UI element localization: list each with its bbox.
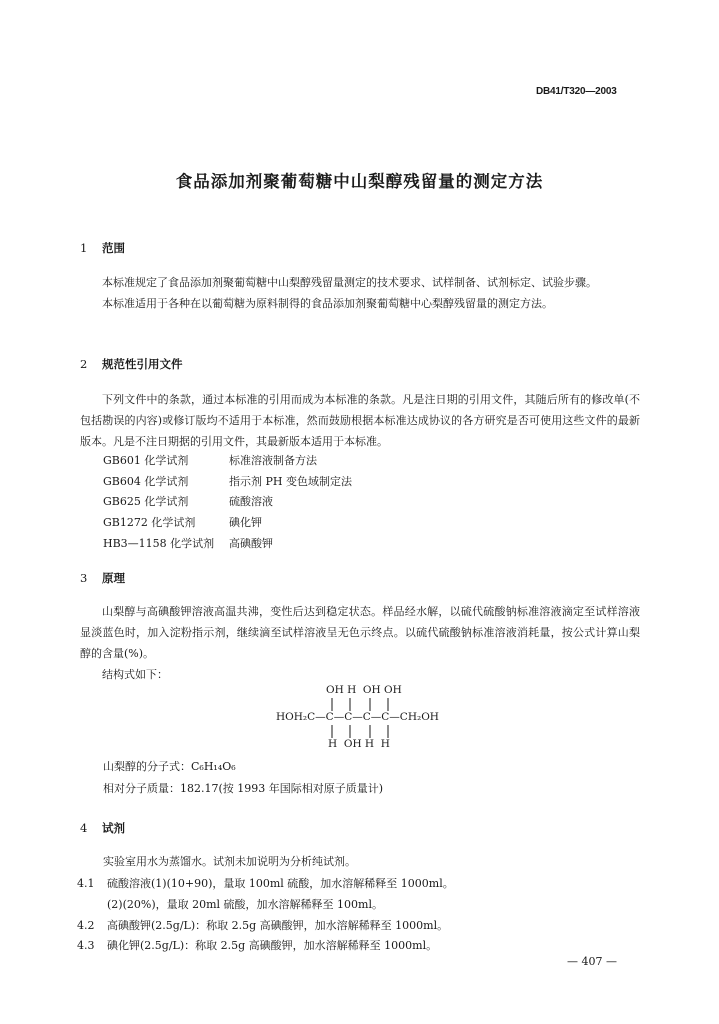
reference-row xyxy=(103,513,352,534)
reference-name: 标准溶液制备方法 xyxy=(229,454,317,467)
section-1-heading xyxy=(80,240,125,256)
page-number: — 407 — xyxy=(567,955,617,968)
item-text: (2)(20%)，量取 20ml 硫酸，加水溶解稀释至 100ml。 xyxy=(107,897,383,911)
reference-row xyxy=(103,472,352,493)
sorbitol-structural-formula xyxy=(270,684,470,754)
section-number: 3 xyxy=(80,571,88,585)
molecular-mass: 相对分子质量：182.17(按 1993 年国际相对原子质量计) xyxy=(103,782,384,795)
reference-name: 碘化钾 xyxy=(229,516,262,530)
reagent-item xyxy=(77,895,647,916)
section-title: 范围 xyxy=(102,241,125,255)
paragraph: 下列文件中的条款，通过本标准的引用而成为本标准的条款。凡是注日期的引用文件，其随后所有的修改单(不包括勘误的内容)或修订版均不适用于本标准，然而鼓励根据本标准达成协议的各方研究是否可使用这些文件的最新版本。凡是不注日期据的引用文件，其最新版本适用于本标准。 xyxy=(80,393,640,448)
reagents-intro: 实验室用水为蒸馏水。试剂未加说明为分析纯试剂。 xyxy=(103,855,356,868)
reagent-item xyxy=(77,916,647,937)
standard-number: DB41/T320—2003 xyxy=(536,86,617,97)
item-text: 碘化钾(2.5g/L)：称取 2.5g 高碘酸钾，加水溶解稀释至 1000ml。 xyxy=(107,939,438,953)
section-3-heading xyxy=(80,570,125,586)
reference-code: HB3—1158 化学试剂 xyxy=(103,536,215,550)
reagent-item xyxy=(77,874,647,895)
reference-row xyxy=(103,534,352,555)
section-2-body xyxy=(80,389,640,452)
structure-intro: 结构式如下： xyxy=(102,668,168,681)
reference-row xyxy=(103,451,352,472)
section-number: 4 xyxy=(80,821,88,835)
reference-name: 高碘酸钾 xyxy=(229,536,273,550)
item-text: 高碘酸钾(2.5g/L)：称取 2.5g 高碘酸钾，加水溶解稀释至 1000ml。 xyxy=(107,918,449,932)
section-title: 原理 xyxy=(102,571,125,585)
reagents-list xyxy=(77,874,647,957)
normative-references-list xyxy=(103,451,352,555)
section-3-body xyxy=(80,601,640,685)
reference-name: 指示剂 PH 变色域制定法 xyxy=(229,474,352,488)
section-1-body xyxy=(80,272,640,314)
reference-code: GB625 化学试剂 xyxy=(103,495,189,509)
item-number: 4.3 xyxy=(77,939,95,953)
section-number: 1 xyxy=(80,241,88,255)
reference-code: GB604 化学试剂 xyxy=(103,474,189,488)
item-number: 4.1 xyxy=(77,877,95,890)
document-title: 食品添加剂聚葡萄糖中山梨醇残留量的测定方法 xyxy=(175,172,544,191)
section-number: 2 xyxy=(80,357,88,371)
item-number: 4.2 xyxy=(77,918,95,932)
reference-code: GB601 化学试剂 xyxy=(103,454,189,467)
reagent-item xyxy=(77,936,647,957)
reference-row xyxy=(103,492,352,513)
reference-code: GB1272 化学试剂 xyxy=(103,516,196,530)
molecular-formula: 山梨醇的分子式：C₆H₁₄O₆ xyxy=(103,760,236,773)
item-text: 硫酸溶液(1)(10+90)，量取 100ml 硫酸，加水溶解稀释至 1000ml。 xyxy=(107,877,454,890)
section-2-heading xyxy=(80,356,183,372)
reference-name: 硫酸溶液 xyxy=(229,495,273,509)
structure-bottom-groups: H OH H H xyxy=(328,738,390,750)
section-title: 规范性引用文件 xyxy=(102,357,183,371)
section-4-heading xyxy=(80,820,125,836)
structure-top-groups: OH H OH OH xyxy=(326,684,402,696)
paragraph: 山梨醇与高碘酸钾溶液高温共沸，变性后达到稳定状态。样品经水解，以硫代硫酸钠标准溶液滴定至试样溶液显淡蓝色时，加入淀粉指示剂，继续滴至试样溶液呈无色示终点。以硫代硫酸钠标准溶液消耗量，按公式计算山梨醇的含量(%)。 xyxy=(80,605,640,660)
paragraph: 本标准规定了食品添加剂聚葡萄糖中山梨醇残留量测定的技术要求、试样制备、试剂标定、试验步骤。 xyxy=(102,276,597,289)
section-title: 试剂 xyxy=(102,821,125,835)
structure-main-chain: HOH₂C—C—C—C—C—CH₂OH xyxy=(276,711,439,723)
paragraph: 本标准适用于各种在以葡萄糖为原料制得的食品添加剂聚葡萄糖中心梨醇残留量的测定方法。 xyxy=(102,297,553,310)
